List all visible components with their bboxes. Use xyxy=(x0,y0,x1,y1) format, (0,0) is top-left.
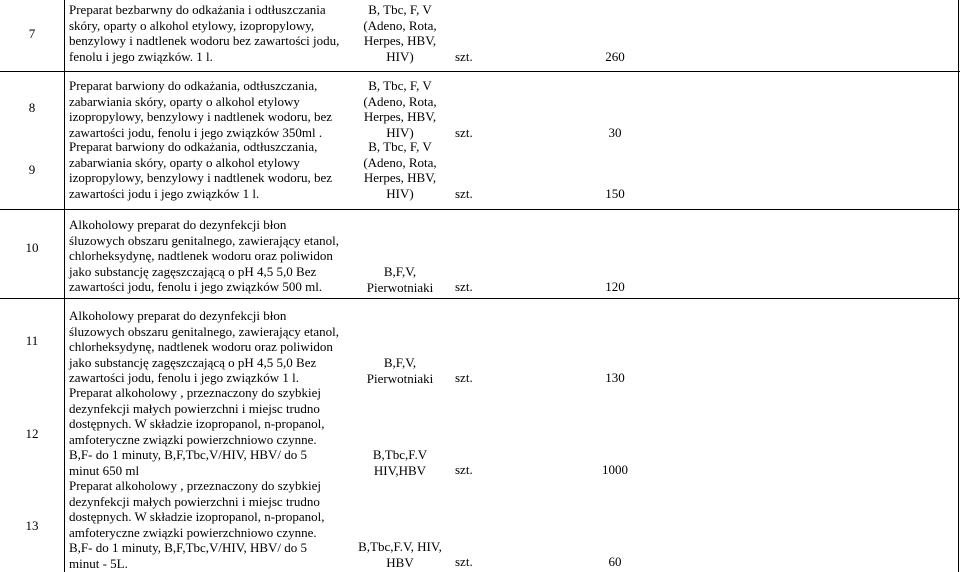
microbe-spectrum: B, Tbc, F, V (Adeno, Rota, Herpes, HBV, HIV) xyxy=(363,2,437,64)
microbe-spectrum: B,F,V, Pierwotniaki xyxy=(366,264,434,295)
grid-line xyxy=(0,209,960,210)
quantity: 60 xyxy=(608,554,622,569)
quantity: 150 xyxy=(605,186,625,201)
item-description: Preparat alkoholowy , przeznaczony do szybkiej dezynfekcji małych powierzchni i miejsc trudno dostępnych. W składzie izopropanol, n-propanol, amfoteryczne związki powierzchniowo czynne. B,F- do 1 minuty, B,F,Tbc,V/HIV, HBV/ do 5 minut 650 ml xyxy=(69,385,325,478)
unit: szt. xyxy=(455,554,473,569)
quantity: 30 xyxy=(608,125,622,140)
microbe-spectrum: B,Tbc,F.V HIV,HBV xyxy=(372,447,428,478)
unit: szt. xyxy=(455,462,473,477)
grid-line xyxy=(958,0,959,572)
unit: szt. xyxy=(455,49,473,64)
item-description: Preparat alkoholowy , przeznaczony do szybkiej dezynfekcji małych powierzchni i miejsc trudno dostępnych. W składzie izopropanol, n-propanol, amfoteryczne związki powierzchniowo czynne. B,F- do 1 minuty, B,F,Tbc,V/HIV, HBV/ do 5 minut - 5L. xyxy=(69,478,325,571)
grid-line xyxy=(64,0,65,572)
row-number: 7 xyxy=(28,26,36,41)
microbe-spectrum: B,F,V, Pierwotniaki xyxy=(366,355,434,386)
row-number: 8 xyxy=(28,100,36,115)
microbe-spectrum: B,Tbc,F.V, HIV, HBV xyxy=(358,539,442,570)
item-description: Alkoholowy preparat do dezynfekcji błon śluzowych obszaru genitalnego, zawierający etanol, chlorheksydynę, nadtlenek wodoru oraz poliwidon jako substancję zagęszczającą o pH 4,5 5,0 Bez zawartości jodu, fenolu i jego związków 1 l. xyxy=(69,308,339,385)
row-number: 9 xyxy=(28,162,36,177)
quantity: 120 xyxy=(605,279,625,294)
quantity: 260 xyxy=(605,49,625,64)
quantity: 130 xyxy=(605,370,625,385)
microbe-spectrum: B, Tbc, F, V (Adeno, Rota, Herpes, HBV, HIV) xyxy=(363,139,437,201)
row-number: 13 xyxy=(25,518,39,533)
grid-line xyxy=(0,71,960,72)
unit: szt. xyxy=(455,186,473,201)
unit: szt. xyxy=(455,125,473,140)
item-description: Preparat barwiony do odkażania, odtłuszczania, zabarwiania skóry, oparty o alkohol etylowy izopropylowy, benzylowy i nadtlenek wodoru, bez zawartości jodu i jego związków 1 l. xyxy=(69,139,333,201)
row-number: 10 xyxy=(25,240,39,255)
unit: szt. xyxy=(455,370,473,385)
item-description: Preparat barwiony do odkażania, odtłuszczania, zabarwiania skóry, oparty o alkohol etylowy izopropylowy, benzylowy i nadtlenek wodoru, bez zawartości jodu, fenolu i jego związków 350ml . xyxy=(69,78,333,140)
unit: szt. xyxy=(455,279,473,294)
row-number: 11 xyxy=(25,333,39,348)
item-description: Alkoholowy preparat do dezynfekcji błon śluzowych obszaru genitalnego, zawierający etanol, chlorheksydynę, nadtlenek wodoru oraz poliwidon jako substancję zagęszczającą o pH 4,5 5,0 Bez zawartości jodu, fenolu i jego związków 500 ml. xyxy=(69,217,339,294)
grid-line xyxy=(0,298,960,299)
quantity: 1000 xyxy=(602,462,628,477)
microbe-spectrum: B, Tbc, F, V (Adeno, Rota, Herpes, HBV, HIV) xyxy=(363,78,437,140)
item-description: Preparat bezbarwny do odkażania i odtłuszczania skóry, oparty o alkohol etylowy, izopropylowy, benzylowy i nadtlenek wodoru bez zawartości jodu, fenolu i jego związków. 1 l. xyxy=(69,2,340,64)
row-number: 12 xyxy=(25,426,39,441)
